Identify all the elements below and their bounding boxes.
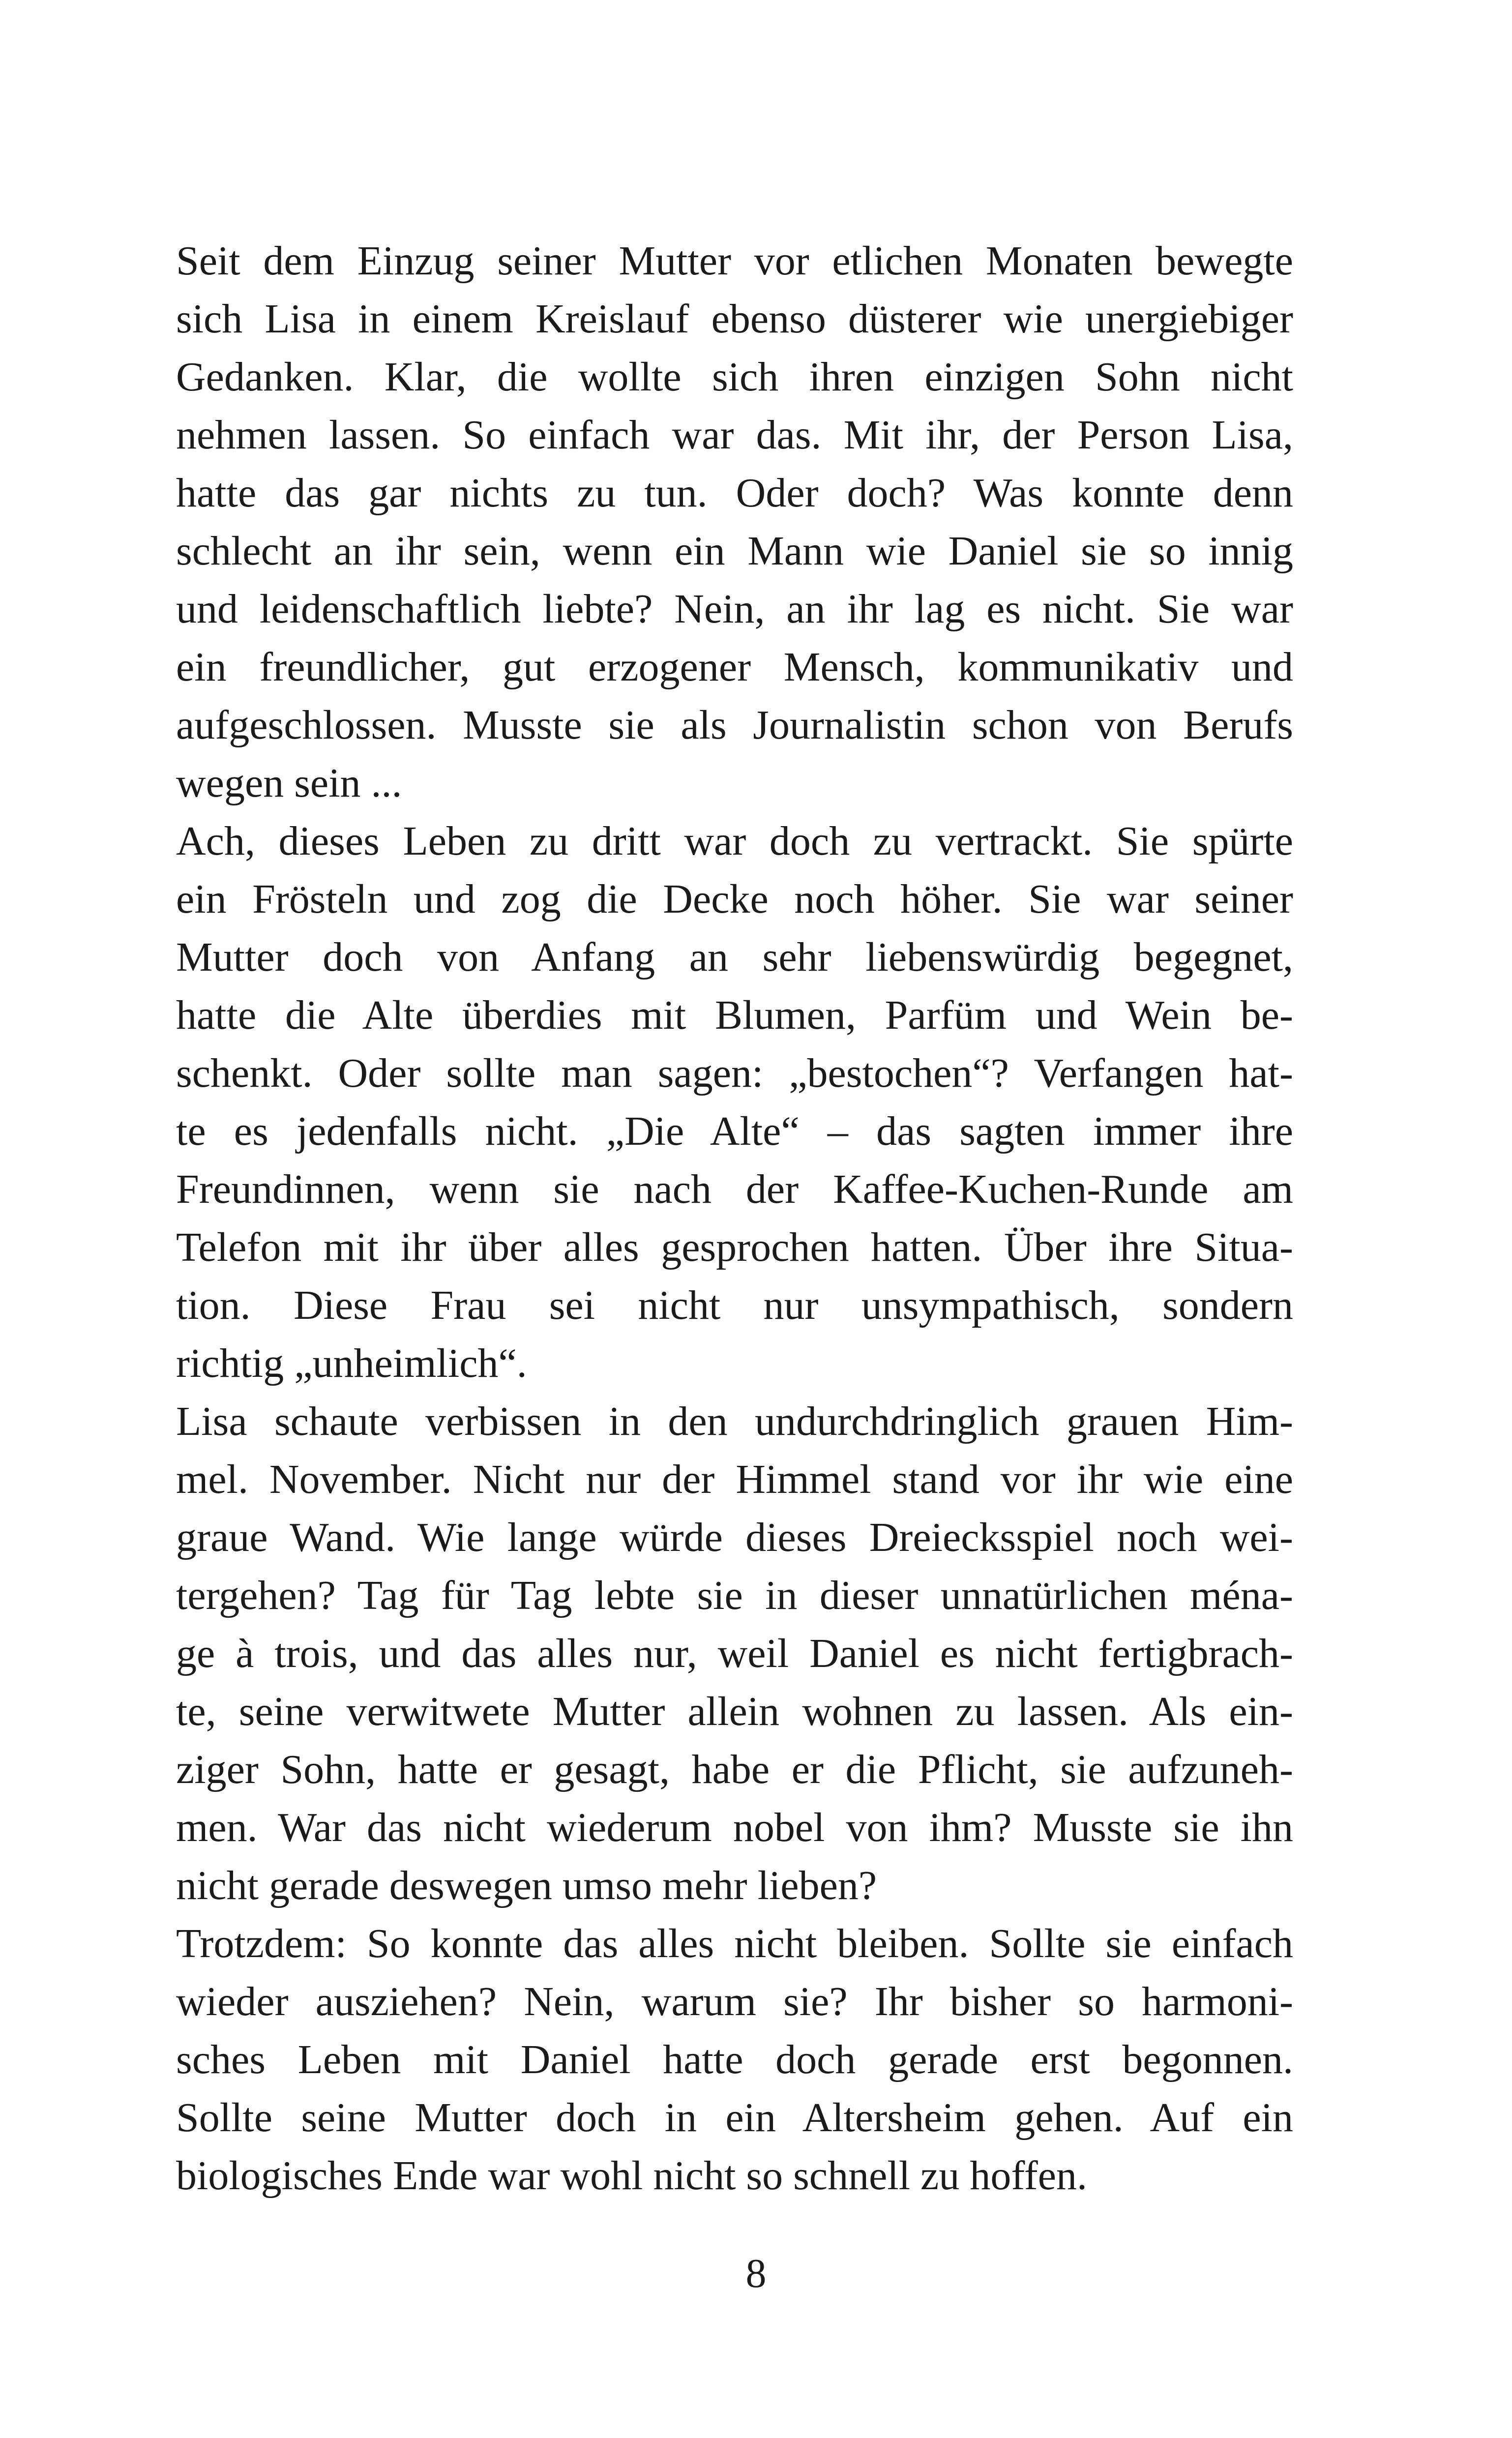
text-line: Telefon mit ihr über alles gesprochen hatten. Über ihre Situa-: [176, 1224, 1293, 1270]
text-line: aufgeschlossen. Musste sie als Journalistin schon von Berufs: [176, 702, 1293, 748]
text-line: und leidenschaftlich liebte? Nein, an ihr lag es nicht. Sie war: [176, 586, 1293, 632]
text-line: ge à trois, und das alles nur, weil Daniel es nicht fertigbrach-: [176, 1631, 1293, 1676]
text-line: wieder ausziehen? Nein, warum sie? Ihr bisher so harmoni-: [176, 1979, 1293, 2024]
text-line: ein freundlicher, gut erzogener Mensch, kommunikativ und: [176, 644, 1293, 690]
text-line: Sollte seine Mutter doch in ein Altersheim gehen. Auf ein: [176, 2095, 1293, 2141]
text-line: ein Frösteln und zog die Decke noch höher. Sie war seiner: [176, 876, 1293, 922]
text-line: ziger Sohn, hatte er gesagt, habe er die Pflicht, sie aufzuneh-: [176, 1747, 1293, 1792]
paragraph: [176, 1915, 1293, 2205]
text-line: schlecht an ihr sein, wenn ein Mann wie Daniel sie so innig: [176, 528, 1293, 574]
text-line: sich Lisa in einem Kreislauf ebenso düsterer wie unergiebiger: [176, 296, 1293, 342]
text-line: hatte die Alte überdies mit Blumen, Parfüm und Wein be-: [176, 992, 1293, 1038]
paragraph: [176, 812, 1293, 1393]
text-line: Seit dem Einzug seiner Mutter vor etlichen Monaten bewegte: [176, 238, 1293, 284]
text-line: schenkt. Oder sollte man sagen: „bestochen“? Verfangen hat-: [176, 1050, 1293, 1096]
text-line: wegen sein ...: [176, 760, 402, 806]
text-line: Ach, dieses Leben zu dritt war doch zu vertrackt. Sie spürte: [176, 818, 1293, 864]
body-text: [176, 232, 1293, 2205]
text-line: tion. Diese Frau sei nicht nur unsympathisch, sondern: [176, 1282, 1293, 1328]
text-line: Mutter doch von Anfang an sehr liebenswürdig begegnet,: [176, 934, 1293, 980]
text-line: richtig „unheimlich“.: [176, 1340, 527, 1386]
text-line: te, seine verwitwete Mutter allein wohnen zu lassen. Als ein-: [176, 1689, 1293, 1734]
text-line: graue Wand. Wie lange würde dieses Dreiecksspiel noch wei-: [176, 1515, 1293, 1560]
text-line: hatte das gar nichts zu tun. Oder doch? Was konnte denn: [176, 470, 1293, 516]
text-line: Lisa schaute verbissen in den undurchdringlich grauen Him-: [176, 1398, 1293, 1444]
paragraph: [176, 1393, 1293, 1915]
text-line: nicht gerade deswegen umso mehr lieben?: [176, 1863, 877, 1908]
text-line: Trotzdem: So konnte das alles nicht bleiben. Sollte sie einfach: [176, 1921, 1293, 1966]
text-line: sches Leben mit Daniel hatte doch gerade erst begonnen.: [176, 2037, 1293, 2082]
text-line: Gedanken. Klar, die wollte sich ihren einzigen Sohn nicht: [176, 354, 1293, 400]
text-line: te es jedenfalls nicht. „Die Alte“ – das sagten immer ihre: [176, 1108, 1293, 1154]
text-line: nehmen lassen. So einfach war das. Mit ihr, der Person Lisa,: [176, 412, 1293, 458]
text-line: Freundinnen, wenn sie nach der Kaffee-Kuchen-Runde am: [176, 1166, 1293, 1212]
text-line: men. War das nicht wiederum nobel von ihm? Musste sie ihn: [176, 1805, 1293, 1850]
text-line: biologisches Ende war wohl nicht so schnell zu hoffen.: [176, 2153, 1088, 2199]
text-line: mel. November. Nicht nur der Himmel stand vor ihr wie eine: [176, 1457, 1293, 1502]
paragraph: [176, 232, 1293, 812]
page-number: 8: [745, 2251, 767, 2296]
text-line: tergehen? Tag für Tag lebte sie in dieser unnatürlichen ména-: [176, 1573, 1293, 1618]
